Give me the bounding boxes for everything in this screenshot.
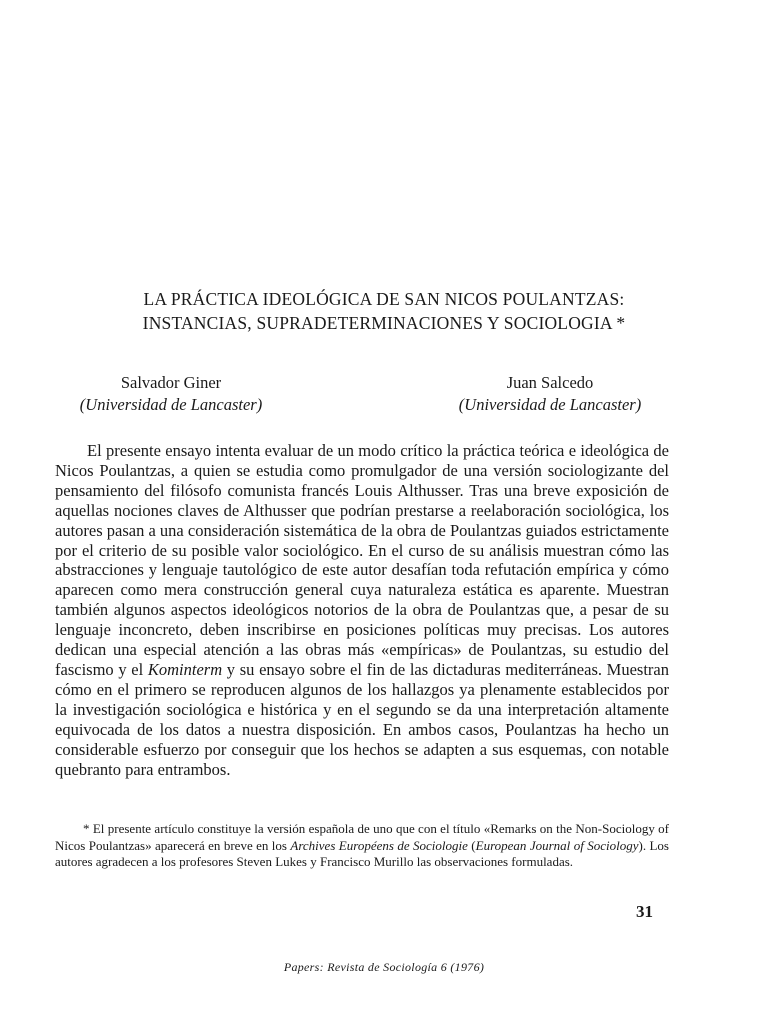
footnote-text-part-1: * El presente artículo constituye la versión española de uno que con el título «Remarks on the Non-Sociology of Nicos Poulantzas» aparecerá en breve en los	[55, 821, 669, 853]
author-affiliation: (Universidad de Lancaster)	[79, 395, 263, 414]
running-footer	[0, 960, 768, 975]
title-line-2: INSTANCIAS, SUPRADETERMINACIONES Y SOCIOLOGIA *	[142, 313, 626, 333]
footnote-journal-english: European Journal of Sociology	[475, 837, 639, 853]
author-name: Juan Salcedo	[506, 373, 594, 392]
page-number: 31	[636, 902, 653, 921]
abstract-paragraph	[55, 441, 669, 779]
author-block-2	[430, 372, 670, 416]
footnote-text-part-3: ). Los autores agradecen a los profesores Steven Lukes y Francisco Murillo las observaciones formuladas.	[55, 837, 669, 869]
footer-issue: 6 (1976)	[437, 960, 485, 974]
author-block-1	[55, 372, 287, 416]
abstract-text-part-2: y su ensayo sobre el fin de las dictaduras mediterráneas. Muestran cómo en el primero se reproducen algunos de los hallazgos ya plenamente establecidos por la investigación sociológica e histórica y en el segundo se da una interpretación altamente equivocada de los datos a nuestra disposición. En ambos casos, Poulantzas ha hecho un considerable esfuerzo por conseguir que los hechos se adapten a sus esquemas, con notable quebranto para entrambos.	[55, 659, 669, 779]
footer-journal-name: Papers: Revista de Sociología	[283, 960, 438, 974]
article-title	[0, 287, 768, 335]
title-line-1: LA PRÁCTICA IDEOLÓGICA DE SAN NICOS POULANTZAS:	[143, 289, 625, 309]
abstract-text-part-1: El presente ensayo intenta evaluar de un modo crítico la práctica teórica e ideológica de Nicos Poulantzas, a quien se estudia como promulgador de una versión sociologizante del pensamiento del filósofo comunista francés Louis Althusser. Tras una breve exposición de aquellas nociones claves de Althusser que podrían prestarse a reelaboración sociológica, los autores pasan a una consideración sistemática de la obra de Poulantzas guiados estrictamente por el criterio de su posible valor sociológico. En el curso de su análisis muestran cómo las abstracciones y lenguaje tautológico de este autor desafían toda refutación empírica y cómo aparecen como mera construcción general cuya naturaleza estática es aparente. Muestran también algunos aspectos ideológicos notorios de la obra de Poulantzas que, a pesar de su lenguaje inconcreto, deben inscribirse en posiciones políticas muy precisas. Los autores dedican una especial atención a las obras más «empíricas» de Poulantzas, su estudio del fascismo y el	[55, 441, 669, 679]
footnote-text-part-2: (	[467, 837, 476, 853]
abstract-kominterm: Kominterm	[147, 659, 223, 679]
footnote-journal-french: Archives Européens de Sociologie	[290, 837, 468, 853]
author-affiliation: (Universidad de Lancaster)	[458, 395, 642, 414]
author-name: Salvador Giner	[120, 373, 222, 392]
footnote	[55, 821, 669, 871]
